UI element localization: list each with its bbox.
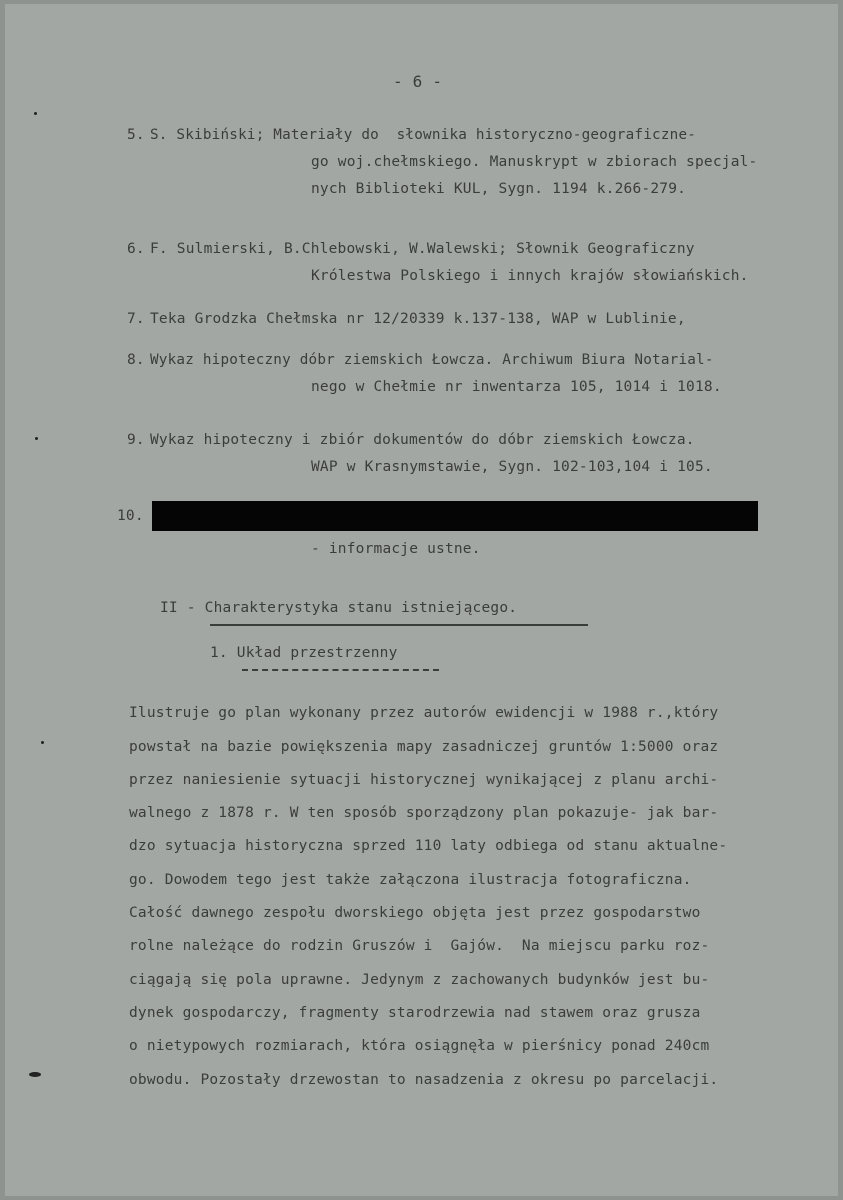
body-line: go. Dowodem tego jest także załączona ilustracja fotograficzna. — [129, 872, 692, 888]
body-line: powstał na bazie powiększenia mapy zasadniczej gruntów 1:5000 oraz — [129, 739, 719, 755]
ref-line: S. Skibiński; Materiały do słownika historyczno-geograficzne- — [150, 127, 697, 143]
ref-line: Królestwa Polskiego i innych krajów słowiańskich. — [311, 268, 749, 284]
ref-line: Teka Grodzka Chełmska nr 12/20339 k.137-138, WAP w Lublinie, — [150, 311, 686, 327]
ref-number: 10. — [117, 508, 144, 524]
body-line: walnego z 1878 r. W ten sposób sporządzony plan pokazuje- jak bar- — [129, 805, 719, 821]
document-page — [5, 4, 838, 1196]
ref-line: nych Biblioteki KUL, Sygn. 1194 k.266-279. — [311, 181, 687, 197]
body-line: obwodu. Pozostały drzewostan to nasadzenia z okresu po parcelacji. — [129, 1072, 719, 1088]
ref-line: Wykaz hipoteczny dóbr ziemskich Łowcza. Archiwum Biura Notarial- — [150, 352, 714, 368]
body-line: dynek gospodarczy, fragmenty starodrzewia nad stawem oraz grusza — [129, 1005, 701, 1021]
body-line: dzo sytuacja historyczna sprzed 110 laty odbiega od stanu aktualne- — [129, 838, 728, 854]
subsection-heading-underline — [242, 669, 439, 671]
section-heading-underline — [210, 624, 588, 626]
subsection-heading: 1. Układ przestrzenny — [210, 645, 398, 661]
ref-number: 6. — [127, 241, 145, 257]
body-line: Całość dawnego zespołu dworskiego objęta jest przez gospodarstwo — [129, 905, 701, 921]
body-line: o nietypowych rozmiarach, która osiągnęła w pierśnicy ponad 240cm — [129, 1038, 710, 1054]
redaction-bar — [152, 501, 758, 531]
ref-number: 5. — [127, 127, 145, 143]
scan-mark — [34, 112, 37, 115]
ref-line: go woj.chełmskiego. Manuskrypt w zbiorach specjal- — [311, 154, 758, 170]
body-line: przez naniesienie sytuacji historycznej wynikającej z planu archi- — [129, 772, 719, 788]
ref-line: Wykaz hipoteczny i zbiór dokumentów do dóbr ziemskich Łowcza. — [150, 432, 695, 448]
body-line: rolne należące do rodzin Gruszów i Gajów. Na miejscu parku roz- — [129, 938, 710, 954]
ref-line: WAP w Krasnymstawie, Sygn. 102-103,104 i 105. — [311, 459, 713, 475]
ref-number: 8. — [127, 352, 145, 368]
scan-mark — [41, 741, 44, 744]
ref-number: 9. — [127, 432, 145, 448]
ref-line: - informacje ustne. — [311, 541, 481, 557]
ref-line: F. Sulmierski, B.Chlebowski, W.Walewski; Słownik Geograficzny — [150, 241, 695, 257]
scan-mark — [29, 1072, 41, 1077]
ref-line: nego w Chełmie nr inwentarza 105, 1014 i 1018. — [311, 379, 722, 395]
page-number: - 6 - — [393, 72, 443, 91]
body-line: ciągają się pola uprawne. Jedynym z zachowanych budynków jest bu- — [129, 972, 710, 988]
scan-mark — [35, 437, 38, 440]
section-heading: II - Charakterystyka stanu istniejącego. — [160, 600, 518, 616]
ref-number: 7. — [127, 311, 145, 327]
body-line: Ilustruje go plan wykonany przez autorów ewidencji w 1988 r.,który — [129, 705, 719, 721]
